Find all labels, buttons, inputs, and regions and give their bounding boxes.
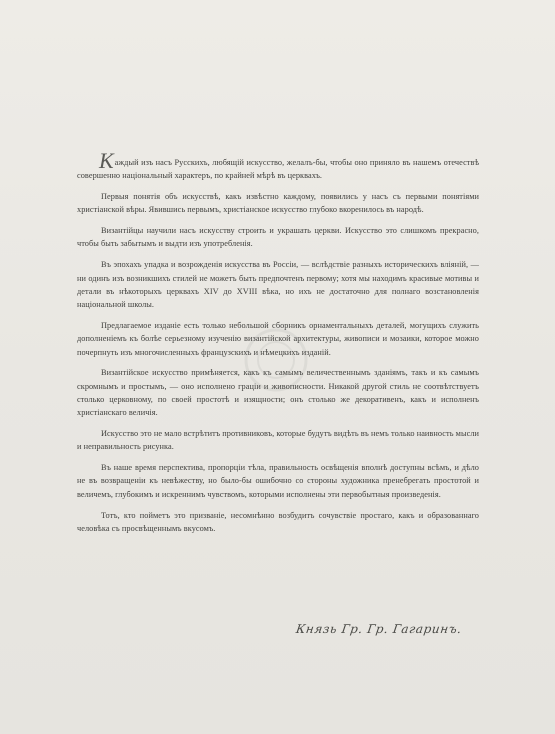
paragraph-1-text: аждый изъ насъ Русскихъ, любящій искусство, желалъ-бы, чтобы оно приняло въ нашемъ отечествѣ совершенно національный характеръ, по крайней мѣрѣ въ церквахъ.	[77, 158, 479, 181]
paragraph-2: Первыя понятія объ искусствѣ, какъ извѣстно каждому, появились у насъ съ первыми понятіями христіанской вѣры. Явившись первымъ, христіанское искусство глубоко вкоренилось въ народѣ.	[77, 192, 479, 215]
paragraph-8: Въ наше время перспектива, пропорціи тѣла, правильность освѣщенія вполнѣ доступны всѣмъ, и дѣло не въ возвращеніи къ невѣжеству, но было-бы ошибочно со стороны художника пренебрегать простотой и величемъ, глубокимъ и искреннимъ чувствомъ, которыми исполнены эти первобытныя произведенія.	[77, 463, 479, 499]
watermark-icon	[236, 320, 316, 400]
paragraph-5: Предлагаемое изданіе есть только небольшой сборникъ орнаментальныхъ деталей, могущихъ служить дополненіемъ къ болѣе серьезному изученію византійской архитектуры, живописи и мозаики, которое можно почерпнуть изъ многочисленныхъ французскихъ и нѣмецкихъ изданій.	[77, 320, 479, 357]
paragraph-6: Византійское искусство примѣняется, какъ къ самымъ величественнымъ зданіямъ, такъ и къ самымъ скромнымъ и простымъ, — оно исполнено граціи и живописности. Никакой другой стиль не соотвѣтствуетъ столько церковному, по своей простотѣ и изящности; онъ столько же декоративенъ, какъ и исполненъ христіанскаго величія.	[77, 368, 479, 418]
paragraph-3: Византійцы научили насъ искусству строить и украшать церкви. Искусство это слишкомъ прекрасно, чтобы быть забытымъ и выдти изъ употребленія.	[77, 226, 479, 249]
paragraph-1	[77, 148, 479, 183]
paragraph-9: Тотъ, кто пойметъ это призваніе, несомнѣнно возбудитъ сочувствіе простаго, какъ и образованнаго человѣка съ просвѣщеннымъ вкусомъ.	[77, 510, 479, 533]
signature: Князь Гр. Гр. Гагаринъ.	[295, 622, 463, 636]
paragraph-4: Въ эпохахъ упадка и возрожденія искусства въ Россіи, — вслѣдствіе разныхъ историческихъ вліяній, — ни одинъ изъ возникшихъ стилей не можетъ быть предпочтенъ первому; хотя мы находимъ красивые мотивы и детали въ нѣкоторыхъ церквахъ XIV до XVIII вѣка, но ихъ не достаточно для полнаго возстановленія національной школы.	[77, 260, 479, 310]
drop-cap: К	[99, 148, 114, 173]
paragraph-7: Искусство это не мало встрѣтитъ противниковъ, которые будутъ видѣть въ немъ только наивность мысли и неправильность рисунка.	[77, 429, 479, 452]
